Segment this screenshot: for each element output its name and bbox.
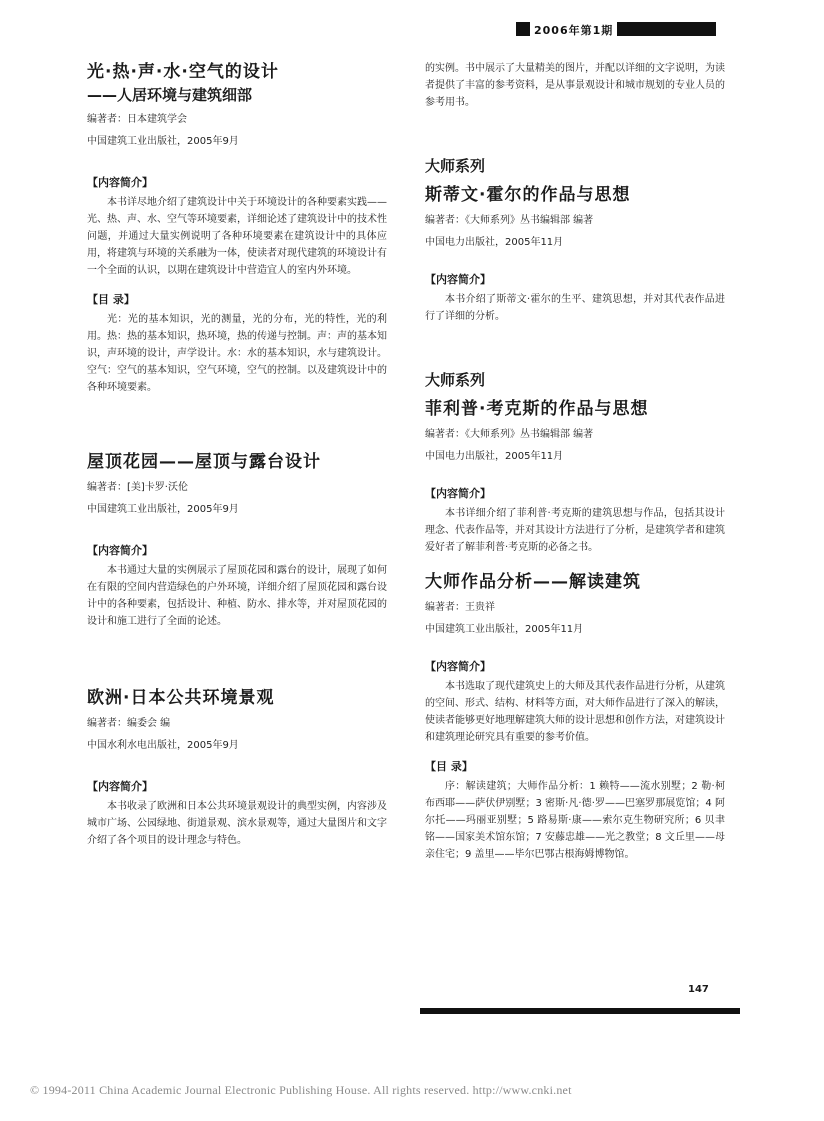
book-intro: 本书选取了现代建筑史上的大师及其代表作品进行分析，从建筑的空间、形式、结构、材料等方面，对大师作品进行了深入的解读，使读者能够更好地理解建筑大师的设计思想和创作方法，对建筑设计和建筑理论研究具有重要的参考价值。 bbox=[425, 681, 725, 743]
book-toc: 光：光的基本知识，光的测量，光的分布，光的特性，光的利用。热：热的基本知识，热环境，热的传递与控制。声：声的基本知识，声环境的设计，声学设计。水：水的基本知识，水与建筑设计。空气：空气的基本知识，空气环境，空气的控制。以及建筑设计中的各种环境要素。 bbox=[87, 314, 387, 393]
series-label: 大师系列 bbox=[425, 157, 486, 175]
book-entry-6 bbox=[425, 570, 725, 863]
book-entry-2 bbox=[87, 450, 387, 630]
book-intro: 本书详尽地介绍了建筑设计中关于环境设计的各种要素实践——光、热、声、水、空气等环境要素，详细论述了建筑设计中的技术性问题，并通过大量实例说明了各种环境要素在建筑设计中的具体应用，将建筑与环境的关系融为一体，使读者对现代建筑的环境设计有一个全面的认识，以期在建筑设计中营造宜人的室内外环境。 bbox=[87, 197, 387, 276]
running-head: 2006年第1期 bbox=[530, 22, 617, 38]
right-column bbox=[425, 60, 725, 863]
book-publisher: 中国水利水电出版社，2005年9月 bbox=[87, 740, 239, 751]
book-title: 屋顶花园——屋顶与露台设计 bbox=[87, 452, 321, 472]
continued-text: 的实例。书中展示了大量精美的图片，并配以详细的文字说明，为读者提供了丰富的参考资料，是从事景观设计和城市规划的专业人员的参考用书。 bbox=[425, 63, 725, 108]
book-subtitle: ——人居环境与建筑细部 bbox=[87, 86, 253, 104]
book-author: 编著者：王贵祥 bbox=[425, 602, 495, 613]
section-heading: 【内容简介】 bbox=[425, 273, 491, 286]
book-publisher: 中国电力出版社，2005年11月 bbox=[425, 451, 564, 462]
book-author: 编著者：《大师系列》丛书编辑部 编著 bbox=[425, 429, 594, 440]
left-column bbox=[87, 60, 387, 849]
book-publisher: 中国建筑工业出版社，2005年9月 bbox=[87, 504, 239, 515]
book-entry-3 bbox=[87, 686, 387, 849]
book-intro: 本书介绍了斯蒂文·霍尔的生平、建筑思想，并对其代表作品进行了详细的分析。 bbox=[425, 294, 725, 322]
book-publisher: 中国建筑工业出版社，2005年9月 bbox=[87, 136, 239, 147]
book-entry-1 bbox=[87, 60, 387, 396]
book-toc: 序：解读建筑；大师作品分析：1 赖特——流水别墅；2 勒·柯布西耶——萨伏伊别墅；3 密斯·凡·德·罗——巴塞罗那展览馆；4 阿尔托——玛丽亚别墅；5 路易斯·康——索尔克生物研究所；6 贝聿铭——国家美术馆东馆；7 安藤忠雄——光之教堂；8 文丘里——母亲住宅；9 盖里——毕尔巴鄂古根海姆博物馆。 bbox=[425, 781, 725, 860]
book-title: 斯蒂文·霍尔的作品与思想 bbox=[425, 185, 631, 205]
section-heading: 【内容简介】 bbox=[87, 544, 153, 557]
section-heading: 【目 录】 bbox=[425, 760, 473, 773]
book-intro: 本书收录了欧洲和日本公共环境景观设计的典型实例，内容涉及城市广场、公园绿地、街道景观、滨水景观等，通过大量图片和文字介绍了各个项目的设计理念与特色。 bbox=[87, 801, 387, 846]
copyright-notice: © 1994-2011 China Academic Journal Electronic Publishing House. All rights reserved. http://www.cnki.net bbox=[30, 1083, 572, 1097]
section-heading: 【目 录】 bbox=[87, 293, 135, 306]
section-heading: 【内容简介】 bbox=[425, 660, 491, 673]
section-heading: 【内容简介】 bbox=[425, 487, 491, 500]
book-entry-4 bbox=[425, 155, 725, 325]
book-author: 编著者：日本建筑学会 bbox=[87, 114, 187, 125]
book-author: 编著者：编委会 编 bbox=[87, 718, 171, 729]
book-intro: 本书详细介绍了菲利普·考克斯的建筑思想与作品，包括其设计理念、代表作品等，并对其设计方法进行了分析，是建筑学者和建筑爱好者了解菲利普·考克斯的必备之书。 bbox=[425, 508, 725, 553]
book-entry-5 bbox=[425, 369, 725, 556]
book-author: 编著者：《大师系列》丛书编辑部 编著 bbox=[425, 215, 594, 226]
series-label: 大师系列 bbox=[425, 371, 486, 389]
footer-rule bbox=[420, 1008, 740, 1014]
book-title: 光·热·声·水·空气的设计 bbox=[87, 62, 279, 82]
section-heading: 【内容简介】 bbox=[87, 176, 153, 189]
book-title: 欧洲·日本公共环境景观 bbox=[87, 688, 275, 708]
book-publisher: 中国建筑工业出版社，2005年11月 bbox=[425, 624, 584, 635]
book-title: 大师作品分析——解读建筑 bbox=[425, 572, 641, 592]
section-heading: 【内容简介】 bbox=[87, 780, 153, 793]
book-intro: 本书通过大量的实例展示了屋顶花园和露台的设计，展现了如何在有限的空间内营造绿色的户外环境，详细介绍了屋顶花园和露台设计中的各种要素，包括设计、种植、防水、排水等，并对屋顶花园的设计和施工进行了全面的论述。 bbox=[87, 565, 387, 627]
book-publisher: 中国电力出版社，2005年11月 bbox=[425, 237, 564, 248]
book-title: 菲利普·考克斯的作品与思想 bbox=[425, 399, 649, 419]
book-author: 编著者：[美]卡罗·沃伦 bbox=[87, 482, 188, 493]
page-number: 147 bbox=[688, 984, 709, 995]
